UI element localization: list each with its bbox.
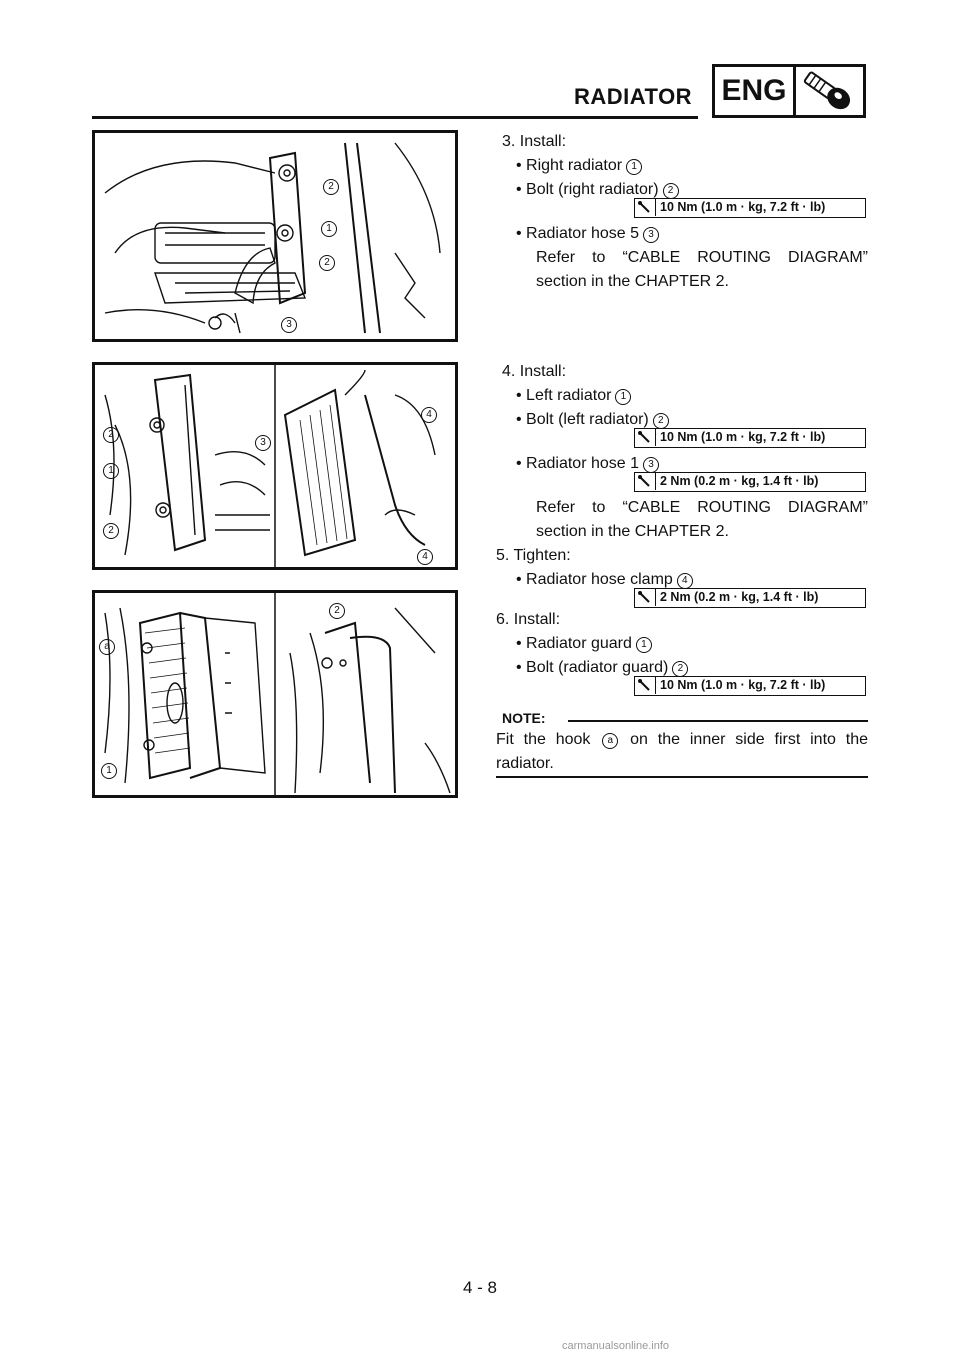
wrench-icon <box>795 69 861 113</box>
note-end-rule <box>496 776 868 778</box>
torque-wrench-icon <box>635 677 656 694</box>
torque-spec: 2 Nm (0.2 m · kg, 1.4 ft · lb) <box>634 472 866 492</box>
section-badge <box>712 64 866 118</box>
reference-text: section in the CHAPTER 2. <box>536 523 729 540</box>
figure-right-radiator <box>92 130 458 342</box>
callout-marker: a <box>99 639 115 655</box>
watermark: carmanualsonline.info <box>562 1340 670 1352</box>
list-item: • Bolt (left radiator) 2 <box>516 408 669 432</box>
torque-spec: 10 Nm (1.0 m · kg, 7.2 ft · lb) <box>634 198 866 218</box>
torque-wrench-icon <box>635 589 656 606</box>
callout: 1 <box>615 389 631 405</box>
callout: 2 <box>319 255 335 271</box>
reference-text: section in the CHAPTER 2. <box>536 273 729 290</box>
section-title: RADIATOR <box>574 84 693 109</box>
list-item: • Left radiator 1 <box>516 384 631 408</box>
step-3-label: 3. Install: <box>502 133 567 150</box>
torque-wrench-icon <box>635 473 656 490</box>
reference-text: Refer to “CABLE ROUTING DIAGRAM” <box>536 499 868 516</box>
callout: 4 <box>421 407 437 423</box>
callout: 3 <box>643 227 659 243</box>
callout: 3 <box>643 457 659 473</box>
callout: 1 <box>103 463 119 479</box>
list-item: • Radiator hose 5 3 <box>516 222 659 246</box>
callout: 2 <box>103 427 119 443</box>
torque-spec: 10 Nm (1.0 m · kg, 7.2 ft · lb) <box>634 428 866 448</box>
callout: 1 <box>321 221 337 237</box>
callout: 1 <box>101 763 117 779</box>
step-4-label: 4. Install: <box>502 363 567 380</box>
callout: 4 <box>677 573 693 589</box>
page-number: 4 - 8 <box>462 1278 498 1297</box>
figure-left-radiator <box>92 362 458 570</box>
note-rule <box>568 720 868 722</box>
list-item: • Radiator guard 1 <box>516 632 652 656</box>
badge-label: ENG <box>715 67 796 115</box>
list-item: • Right radiator 1 <box>516 154 642 178</box>
callout: 2 <box>672 661 688 677</box>
torque-spec: 10 Nm (1.0 m · kg, 7.2 ft · lb) <box>634 676 866 696</box>
list-item: • Bolt (radiator guard) 2 <box>516 656 688 680</box>
torque-spec: 2 Nm (0.2 m · kg, 1.4 ft · lb) <box>634 588 866 608</box>
figure-radiator-guard <box>92 590 458 798</box>
step-5-label: 5. Tighten: <box>496 547 571 564</box>
callout: 2 <box>663 183 679 199</box>
header-rule <box>92 116 698 119</box>
callout-marker: a <box>602 733 618 749</box>
callout: 2 <box>323 179 339 195</box>
callout: 2 <box>653 413 669 429</box>
list-item: • Radiator hose 1 3 <box>516 452 659 476</box>
step-6-label: 6. Install: <box>496 611 561 628</box>
torque-wrench-icon <box>635 199 656 216</box>
callout: 3 <box>281 317 297 333</box>
list-item: • Radiator hose clamp 4 <box>516 568 693 592</box>
list-item: • Bolt (right radiator) 2 <box>516 178 679 202</box>
callout: 2 <box>103 523 119 539</box>
note-label: NOTE: <box>502 710 546 726</box>
callout: 3 <box>255 435 271 451</box>
callout: 4 <box>417 549 433 565</box>
callout: 1 <box>636 637 652 653</box>
callout: 1 <box>626 159 642 175</box>
reference-text: Refer to “CABLE ROUTING DIAGRAM” <box>536 249 868 266</box>
callout: 2 <box>329 603 345 619</box>
note-text: Fit the hook a on the inner side first into the radiator. <box>496 731 869 772</box>
torque-wrench-icon <box>635 429 656 446</box>
